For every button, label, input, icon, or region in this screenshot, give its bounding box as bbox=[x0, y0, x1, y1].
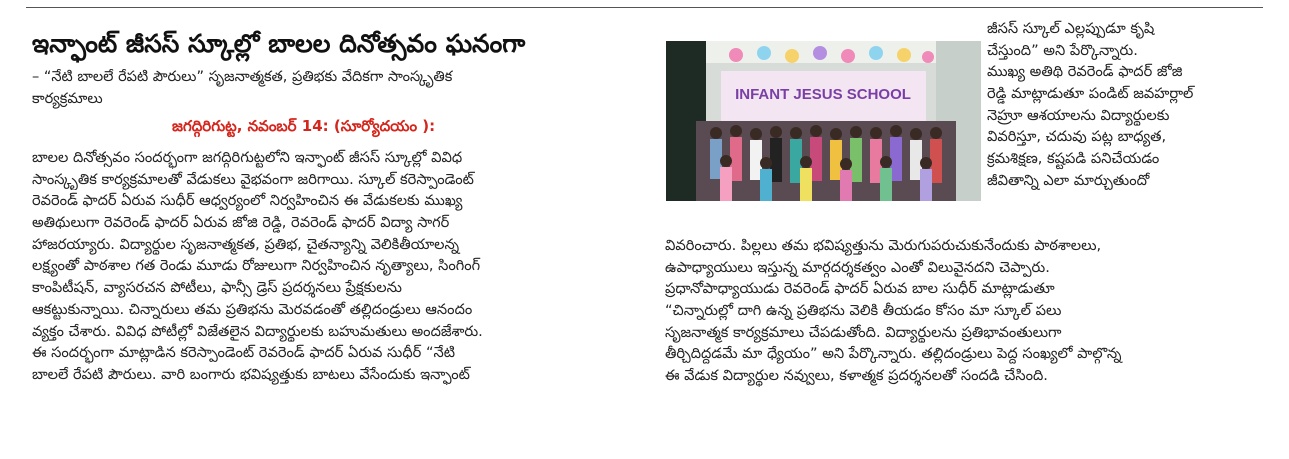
dateline: జగద్గిరిగుట్ట, నవంబర్ 14: (సూర్యోదయం ): bbox=[172, 117, 436, 135]
crowd-of-children bbox=[696, 121, 956, 201]
body-line: క్రమశిక్షణ, కష్టపడి పనిచేయడం bbox=[987, 150, 1160, 168]
subhead-line: – “నేటి బాలలే రేపటి పౌరులు” సృజనాత్మకత, ప్రతిభకు వేదికగా సాంస్కృతిక bbox=[32, 69, 453, 85]
right-top-column bbox=[987, 18, 1262, 192]
left-column bbox=[32, 147, 642, 386]
body-line: వ్యక్తం చేశారు. వివిధ పోటీల్లో విజేతలైన విద్యార్థులకు బహుమతులు అందజేశారు. bbox=[32, 322, 483, 340]
body-line: ఉపాధ్యాయులు ఇస్తున్న మార్గదర్శకత్వం ఎంతో విలువైనదని చెప్పారు. bbox=[665, 258, 1050, 276]
body-line: వివరించారు. పిల్లలు తమ భవిష్యత్తును మెరుగుపరుచుకునేందుకు పాఠశాలలు, bbox=[665, 237, 1102, 254]
body-line: వివరిస్తూ, చదువు పట్ల బాధ్యత, bbox=[987, 128, 1167, 146]
body-line: సాంస్కృతిక కార్యక్రమాలతో వేడుకలు వైభవంగా జరిగాయి. స్కూల్ కరెస్పాండెంట్ bbox=[32, 170, 474, 188]
body-line: బాలల దినోత్సవం సందర్భంగా జగద్గిరిగుట్టలోని ఇన్ఫాంట్ జీసస్ స్కూల్లో వివిధ bbox=[32, 149, 463, 166]
body-line: ప్రధానోపాధ్యాయుడు రెవరెండ్ ఫాదర్ ఏరువ బాల సుధీర్ మాట్లాడుతూ bbox=[665, 280, 1055, 298]
body-line: హాజరయ్యారు. విద్యార్థుల సృజనాత్మకత, ప్రతిభ, చైతన్యాన్ని వెలికితీయాలన్న bbox=[32, 235, 460, 253]
body-line: అతిథులుగా రెవరెండ్ ఫాదర్ ఏరువ జోజి రెడ్డి, రెవరెండ్ ఫాదర్ విద్యా సాగర్ bbox=[32, 214, 450, 232]
body-line: “చిన్నారుల్లో దాగి ఉన్న ప్రతిభను వెలికి తీయడం కోసం మా స్కూల్ పలు bbox=[665, 302, 1062, 320]
body-line: కాంపిటీషన్, వ్యాసరచన పోటీలు, ఫాన్సీ డ్రెస్ ప్రదర్శనలు ప్రేక్షకులను bbox=[32, 279, 402, 297]
top-rule bbox=[26, 7, 1263, 8]
body-line: రెడ్డి మాట్లాడుతూ పండిట్ జవహర్లాల్ bbox=[987, 85, 1194, 103]
body-line: ఈ సందర్భంగా మాట్లాడిన కరెస్పాండెంట్ రెవరెండ్ ఫాదర్ ఏరువ సుధీర్ “నేటి bbox=[32, 344, 456, 362]
body-line: తీర్చిదిద్దడమే మా ధ్యేయం” అని పేర్కొన్నారు. తల్లిదండ్రులు పెద్ద సంఖ్యలో పాల్గొన్న bbox=[665, 345, 1122, 363]
body-line: సృజనాత్మక కార్యక్రమాలు చేపడుతోంది. విద్యార్థులను ప్రతిభావంతులుగా bbox=[665, 323, 1062, 341]
body-line: జీవితాన్ని ఎలా మార్చుతుందో bbox=[987, 171, 1150, 189]
body-line: రెవరెండ్ ఫాదర్ ఏరువ సుధీర్ ఆధ్వర్యంలో నిర్వహించిన ఈ వేడుకలకు ముఖ్య bbox=[32, 192, 463, 210]
body-line: ఈ వేడుక విద్యార్థుల నవ్వులు, కళాత్మక ప్రదర్శనలతో సందడి చేసింది. bbox=[665, 367, 1048, 385]
right-bottom-column bbox=[665, 235, 1265, 387]
headline: ఇన్ఫాంట్ జీసస్ స్కూల్లో బాలల దినోత్సవం ఘనంగా bbox=[32, 29, 526, 58]
body-line: నెహ్రూ ఆశయాలను విద్యార్థులకు bbox=[987, 106, 1170, 124]
body-line: లక్ష్యంతో పాఠశాల గత రెండు మూడు రోజులుగా నిర్వహించిన నృత్యాలు, సింగింగ్ bbox=[32, 257, 481, 275]
subhead-line: కార్యక్రమాలు bbox=[32, 91, 103, 107]
body-line: బాలలే రేపటి పౌరులు. వారి బంగారు భవిష్యత్తుకు బాటలు వేసేందుకు ఇన్ఫాంట్ bbox=[32, 365, 470, 383]
subheadline bbox=[32, 66, 642, 110]
body-line: ముఖ్య అతిథి రెవరెండ్ ఫాదర్ జోజి bbox=[987, 63, 1183, 81]
body-line: ఆకట్టుకున్నాయి. చిన్నారులు తమ ప్రతిభను మెరవడంతో తల్లిదండ్రులు ఆనందం bbox=[32, 300, 473, 318]
photo-banner-text: INFANT JESUS SCHOOL bbox=[735, 86, 911, 103]
body-line: చేస్తుంది” అని పేర్కొన్నారు. bbox=[987, 41, 1138, 59]
school-event-photo bbox=[666, 41, 981, 201]
body-line: జీసస్ స్కూల్ ఎల్లప్పుడూ కృషి bbox=[987, 20, 1155, 37]
